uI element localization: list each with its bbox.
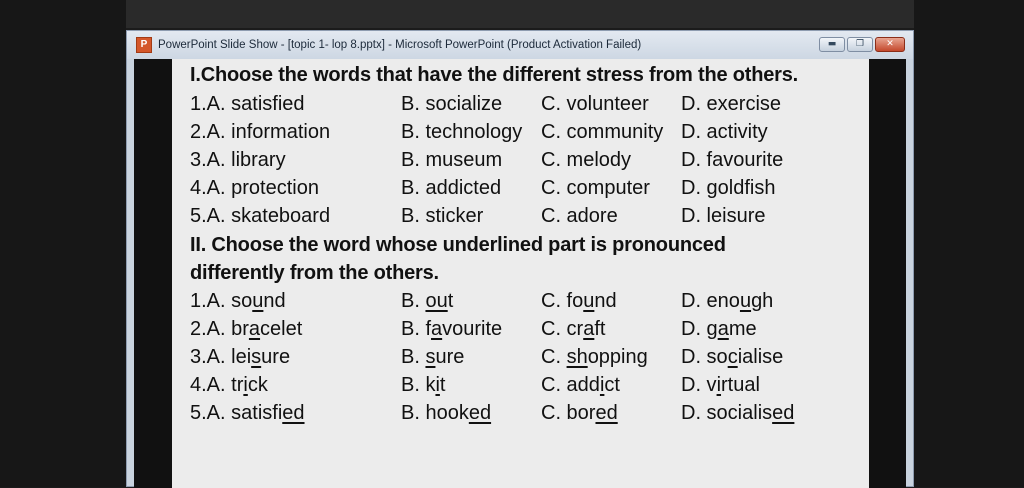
answer-option: B. sticker: [401, 205, 484, 227]
answer-option: 5.A. skateboard: [190, 205, 331, 227]
question-row: [190, 203, 860, 229]
word-part: D. eno: [681, 290, 740, 312]
restore-button[interactable]: ❐: [847, 37, 873, 52]
underlined-part: a: [717, 318, 729, 340]
underlined-part: a: [248, 318, 261, 340]
word-part: 3.A. lei: [190, 346, 252, 368]
word-part: B.: [401, 290, 426, 312]
answer-option: [681, 372, 760, 398]
answer-option: [541, 372, 620, 398]
slide[interactable]: [172, 59, 869, 488]
top-dark-strip: [126, 0, 914, 28]
underlined-part: ed: [468, 402, 492, 424]
underlined-part: ou: [425, 290, 448, 312]
answer-option: B. technology: [401, 121, 523, 143]
question-row: [190, 316, 860, 342]
answer-option: [190, 288, 286, 314]
answer-option: [190, 372, 268, 398]
question-row: [190, 119, 860, 145]
section2-title-line1: II. Choose the word whose underlined part is pronounced: [190, 234, 726, 256]
slideshow-stage: [134, 59, 906, 488]
answer-option: B. socialize: [401, 93, 503, 115]
answer-option: [401, 344, 464, 370]
right-black-margin: [914, 0, 1024, 487]
word-part: 2.A. br: [190, 318, 249, 340]
underlined-part: u: [252, 290, 264, 312]
underlined-part: ed: [772, 402, 795, 424]
word-part: 1.A. so: [190, 290, 253, 312]
word-part: 4.A. tr: [190, 374, 244, 396]
underlined-part: ed: [595, 402, 618, 424]
powerpoint-window: [126, 30, 914, 487]
answer-option: B. addicted: [401, 177, 502, 199]
underlined-part: u: [583, 290, 595, 312]
answer-option: D. activity: [681, 121, 768, 143]
word-part: ure: [261, 346, 291, 368]
answer-option: [401, 400, 491, 426]
answer-option: C. melody: [541, 149, 632, 171]
answer-option: [401, 288, 453, 314]
answer-option: 3.A. library: [190, 149, 286, 171]
question-row: [190, 288, 860, 314]
answer-option: [190, 316, 302, 342]
word-part: C. cr: [541, 318, 584, 340]
underlined-part: s: [251, 346, 262, 368]
question-row: [190, 344, 860, 370]
underlined-part: i: [716, 374, 722, 396]
word-part: t: [439, 374, 446, 396]
word-part: D. g: [681, 318, 718, 340]
answer-option: [401, 316, 502, 342]
underlined-part: s: [425, 346, 436, 368]
underlined-part: c: [727, 346, 738, 368]
underlined-part: a: [431, 318, 443, 340]
answer-option: D. exercise: [681, 93, 782, 115]
answer-option: C. adore: [541, 205, 618, 227]
underlined-part: sh: [566, 346, 588, 368]
word-part: nd: [263, 290, 286, 312]
answer-option: [190, 344, 290, 370]
answer-option: [541, 316, 605, 342]
word-part: ck: [247, 374, 268, 396]
answer-option: C. computer: [541, 177, 650, 199]
word-part: C.: [541, 346, 567, 368]
answer-option: [190, 400, 305, 426]
word-part: t: [447, 290, 454, 312]
word-part: opping: [587, 346, 648, 368]
answer-option: [681, 400, 794, 426]
underlined-part: a: [583, 318, 595, 340]
underlined-part: i: [243, 374, 248, 396]
answer-option: [681, 316, 757, 342]
question-row: [190, 400, 860, 426]
word-part: D. so: [681, 346, 728, 368]
answer-option: 4.A. protection: [190, 177, 319, 199]
answer-option: B. museum: [401, 149, 503, 171]
close-button[interactable]: ✕: [875, 37, 905, 52]
word-part: nd: [594, 290, 617, 312]
answer-option: [681, 344, 783, 370]
left-black-margin: [0, 0, 126, 487]
underlined-part: ed: [282, 402, 305, 424]
title-bar[interactable]: [127, 31, 913, 59]
answer-option: 2.A. information: [190, 121, 331, 143]
section2-title-line2: differently from the others.: [190, 262, 439, 284]
question-row: [190, 91, 860, 117]
word-part: ialise: [737, 346, 784, 368]
word-part: gh: [751, 290, 774, 312]
window-title: PowerPoint Slide Show - [topic 1- lop 8.pptx] - Microsoft PowerPoint (Product Activation Failed): [158, 39, 642, 51]
answer-option: D. goldfish: [681, 177, 776, 199]
minimize-button[interactable]: ▬: [819, 37, 845, 52]
word-part: B. hook: [401, 402, 469, 424]
word-part: vourite: [442, 318, 503, 340]
word-part: celet: [260, 318, 303, 340]
word-part: B.: [401, 346, 426, 368]
section1-title: I.Choose the words that have the different stress from the others.: [190, 64, 799, 86]
answer-option: [541, 400, 618, 426]
word-part: B. f: [401, 318, 432, 340]
answer-option: C. volunteer: [541, 93, 649, 115]
word-part: B. k: [401, 374, 436, 396]
word-part: D. socialis: [681, 402, 773, 424]
word-part: rtual: [721, 374, 760, 396]
word-part: ft: [594, 318, 606, 340]
question-row: [190, 372, 860, 398]
answer-option: 1.A. satisfied: [190, 93, 305, 115]
answer-option: [401, 372, 445, 398]
word-part: C. fo: [541, 290, 584, 312]
answer-option: [681, 288, 773, 314]
underlined-part: u: [739, 290, 752, 312]
powerpoint-app-icon[interactable]: P: [136, 37, 152, 53]
word-part: D. v: [681, 374, 717, 396]
question-row: [190, 147, 860, 173]
answer-option: D. favourite: [681, 149, 784, 171]
underlined-part: i: [435, 374, 440, 396]
word-part: ct: [604, 374, 620, 396]
window-controls: [819, 37, 905, 52]
answer-option: [541, 288, 617, 314]
word-part: C. bor: [541, 402, 596, 424]
answer-option: D. leisure: [681, 205, 766, 227]
word-part: ure: [435, 346, 465, 368]
answer-option: C. community: [541, 121, 664, 143]
word-part: me: [728, 318, 757, 340]
word-part: 5.A. satisfi: [190, 402, 283, 424]
question-row: [190, 175, 860, 201]
answer-option: [541, 344, 648, 370]
word-part: C. add: [541, 374, 600, 396]
underlined-part: i: [599, 374, 605, 396]
